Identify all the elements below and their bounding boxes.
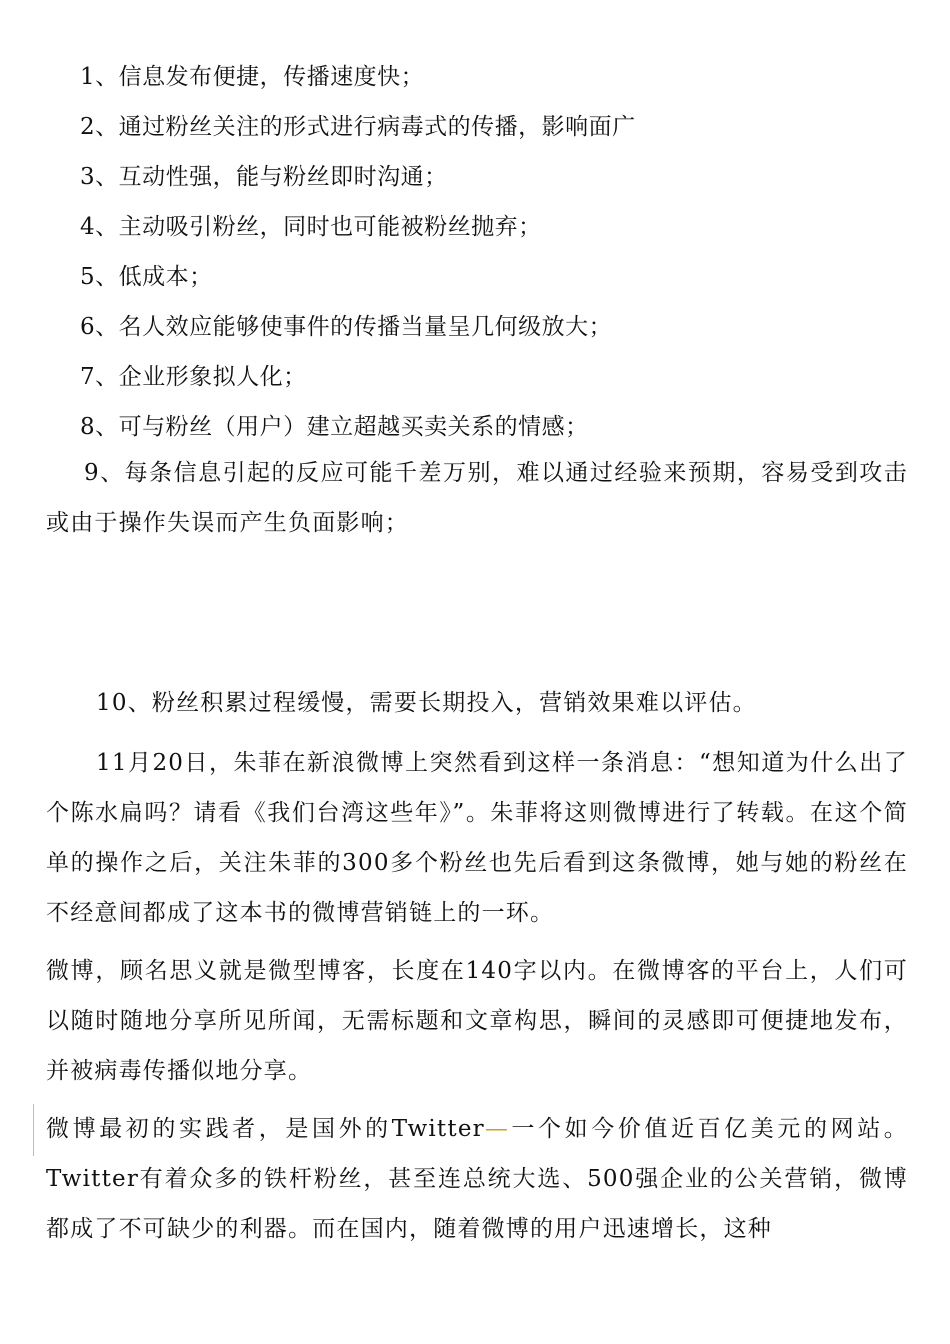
feature-item-9: 9、每条信息引起的反应可能千差万别，难以通过经验来预期，容易受到攻击或由于操作失误而产生负面影响； — [46, 460, 908, 536]
feature-item-7: 7、企业形象拟人化； — [80, 364, 307, 390]
change-marker-bar — [33, 1104, 34, 1156]
feature-item-1: 1、信息发布便捷，传播速度快； — [80, 64, 425, 90]
twitter-paragraph — [46, 1104, 908, 1254]
feature-item-2: 2、通过粉丝关注的形式进行病毒式的传播，影响面广 — [80, 114, 636, 140]
feature-item-8: 8、可与粉丝（用户）建立超越买卖关系的情感； — [80, 414, 589, 440]
story-paragraph: 11月20日，朱菲在新浪微博上突然看到这样一条消息：“想知道为什么出了个陈水扁吗？请看《我们台湾这些年》”。朱菲将这则微博进行了转载。在这个简单的操作之后，关注朱菲的300多个粉丝也先后看到这条微博，她与她的粉丝在不经意间都成了这本书的微博营销链上的一环。 — [46, 750, 908, 926]
feature-item-10: 10、粉丝积累过程缓慢，需要长期投入，营销效果难以评估。 — [96, 690, 757, 716]
twitter-paragraph-rest: 一个如今价值近百亿美元的网站。Twitter有着众多的铁杆粉丝，甚至连总统大选、500强企业的公关营销，微博都成了不可缺少的利器。而在国内，随着微博的用户迅速增长，这种 — [46, 1116, 908, 1242]
em-dash: — — [484, 1116, 510, 1142]
definition-paragraph: 微博，顾名思义就是微型博客，长度在140字以内。在微博客的平台上，人们可以随时随地分享所见所闻，无需标题和文章构思，瞬间的灵感即可便捷地发布，并被病毒传播似地分享。 — [46, 958, 908, 1084]
twitter-paragraph-start: 微博最初的实践者，是国外的Twitter — [46, 1116, 485, 1142]
feature-item-3: 3、互动性强，能与粉丝即时沟通； — [80, 164, 448, 190]
feature-item-6: 6、名人效应能够使事件的传播当量呈几何级放大； — [80, 314, 613, 340]
feature-item-5: 5、低成本； — [80, 264, 213, 290]
feature-item-4: 4、主动吸引粉丝，同时也可能被粉丝抛弃； — [80, 214, 542, 240]
